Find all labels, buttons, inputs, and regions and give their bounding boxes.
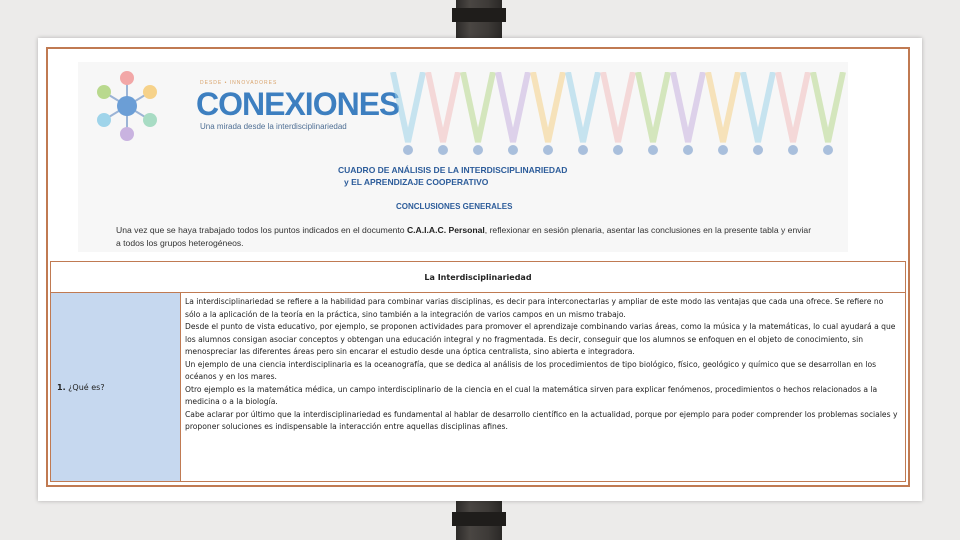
question-text: ¿Qué es? (68, 382, 105, 392)
answer-paragraph: La interdisciplinariedad se refiere a la habilidad para combinar varias disciplinas, es decir para interconectarlas y ampliar de este modo las ventajas que cada una ofrece. Se refiere no sólo a la aplicación de la teoría en la práctica, sino también a la integración de varios campos en un mismo trabajo. (185, 297, 884, 319)
answer-paragraph: Cabe aclarar por último que la interdisciplinariedad es fundamental al hablar de desarrollo científico en la actualidad, porque por ejemplo para poder comprender los problemas sociales y proponer soluciones es indispensable la interacción entre aquellas disciplinas afines. (185, 409, 898, 431)
table-header: La Interdisciplinariedad (51, 262, 906, 293)
document-title (338, 164, 567, 188)
question-cell (51, 293, 181, 482)
analysis-table (50, 261, 906, 482)
answer-cell (181, 293, 906, 482)
table-header-row (51, 262, 906, 293)
answer-paragraph: Otro ejemplo es la matemática médica, un campo interdisciplinario de la ciencia en el cual la matemática sirven para explicar fenómenos, procedimientos o hechos relacionados a la medicina o a la biología. (185, 384, 878, 406)
strap-clip-bottom (452, 512, 506, 526)
answer-paragraph: Un ejemplo de una ciencia interdisciplinaria es la oceanografía, que se dedica al análisis de los procedimientos de tipo biológico, físico, geológico y químico que se desarrollan en los océanos y en los mares. (185, 359, 877, 381)
title-line-1: CUADRO DE ANÁLISIS DE LA INTERDISCIPLINARIEDAD (338, 165, 568, 175)
document-subtitle: CONCLUSIONES GENERALES (396, 202, 513, 211)
instruction-text (116, 224, 816, 250)
instruction-bold: C.A.I.A.C. Personal (406, 225, 485, 235)
title-line-2: y EL APRENDIZAJE COOPERATIVO (344, 177, 489, 187)
header-banner (78, 62, 848, 252)
instruction-pre: Una vez que se haya trabajado todos los puntos indicados en el documento (116, 225, 407, 235)
strap-clip-top (452, 8, 506, 22)
slide-page (38, 38, 922, 501)
conexiones-logo-icon (92, 66, 162, 146)
brand-subtitle: Una mirada desde la interdisciplinariedad (200, 122, 347, 131)
zigzag-decoration (388, 72, 848, 162)
table-row (51, 293, 906, 482)
question-number: 1. (57, 382, 66, 392)
instruction-post: , reflexionar en sesión plenaria, asentar las conclusiones en la presente tabla y enviar a todos los grupos heterogéneos. (116, 225, 812, 248)
answer-paragraph: Desde el punto de vista educativo, por ejemplo, se proponen actividades para promover el aprendizaje combinando varias áreas, como la música y la matemáticas, lo cual ayudará a que los alumnos consigan asociar conceptos y obtengan una educación integral y no fragmentada. Es decir, conseguir que los alumnos se enfoquen en el objeto de conocimiento, sin menospreciar las diferentes áreas pero sin encarar el estudio desde una óptica centralista, sino abierta e integradora. (185, 322, 896, 356)
brand-name: CONEXIONES (196, 86, 400, 122)
brand-tagline: DESDE • INNOVADORES (200, 80, 278, 86)
